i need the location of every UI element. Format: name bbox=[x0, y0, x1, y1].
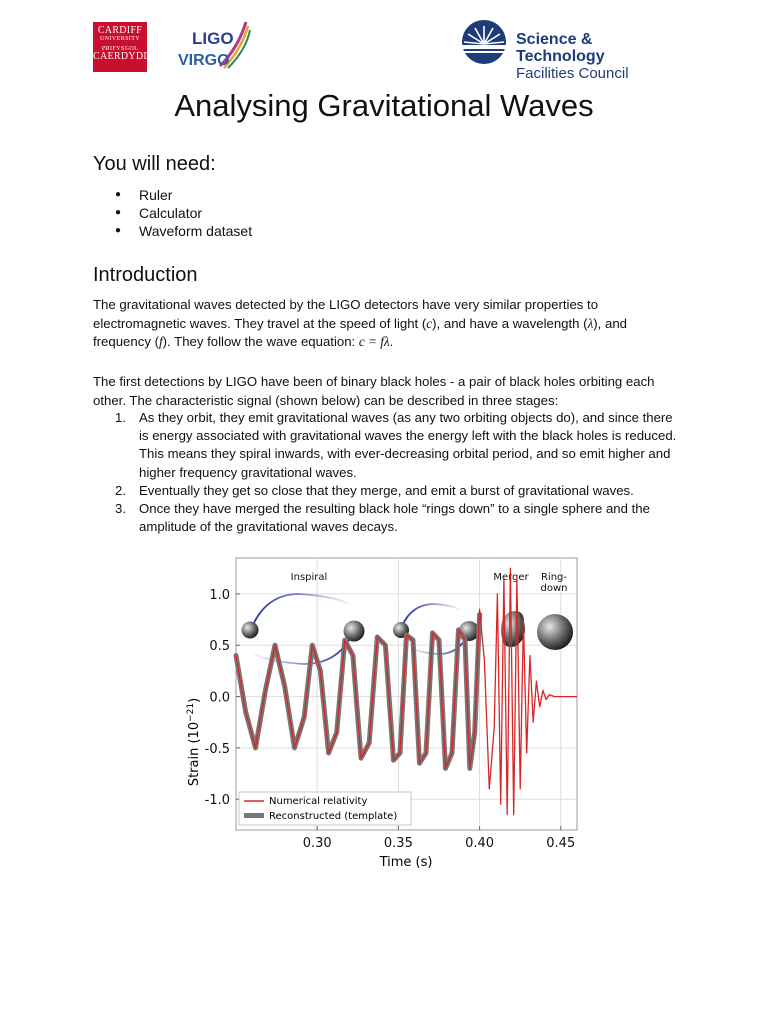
svg-text:LIGO: LIGO bbox=[192, 29, 234, 48]
y-tick-label: -1.0 bbox=[204, 793, 230, 809]
x-axis-label: Time (s) bbox=[379, 855, 433, 870]
logo-line: CARDIFF bbox=[97, 25, 143, 36]
list-item: ● Calculator bbox=[115, 204, 252, 222]
x-tick-label: 0.45 bbox=[546, 836, 576, 851]
list-item: 1. As they orbit, they emit gravitational waves (as any two orbiting objects do), and since there is energy associated with gravitational waves the energy left with the black holes is reduced. This means they spiral inwards, with ever-decreasing orbital period, and so emit higher and higher frequency gravitational waves. bbox=[115, 410, 677, 480]
logo-line: UNIVERSITY bbox=[100, 36, 140, 42]
logo-line: PRIFYSGOL bbox=[101, 46, 139, 52]
page-title: Analysing Gravitational Waves bbox=[174, 88, 594, 123]
you-will-need-heading: You will need: bbox=[93, 153, 216, 175]
stage-label-ringdown: Ring-down bbox=[540, 572, 568, 594]
logo-line: CAERDYDD bbox=[93, 51, 151, 62]
legend-label-template: Reconstructed (template) bbox=[269, 811, 398, 822]
wave-equation: c = fλ bbox=[358, 334, 390, 350]
intro-paragraph-1: The gravitational waves detected by the LIGO detectors have very similar properties to electromagnetic waves. They travel at the speed of light (c), and have a wavelength (λ), and frequency (f). They follow the wave equation: c = fλ. bbox=[93, 297, 628, 350]
x-tick-label: 0.40 bbox=[465, 836, 495, 851]
black-hole bbox=[242, 622, 259, 639]
stfc-line: Science & Technology bbox=[516, 31, 605, 65]
introduction-heading: Introduction bbox=[93, 264, 198, 286]
svg-text:VIRGO: VIRGO bbox=[178, 52, 230, 69]
x-tick-label: 0.30 bbox=[302, 836, 332, 851]
stfc-sun-icon bbox=[460, 20, 508, 66]
y-tick-label: 0.0 bbox=[209, 690, 230, 706]
needs-list bbox=[115, 186, 252, 240]
ligo-virgo-logo bbox=[176, 18, 252, 74]
list-item: 3. Once they have merged the resulting black hole “rings down” to a single sphere and the amplitude of the gravitational waves decays. bbox=[115, 501, 650, 535]
x-tick-label: 0.35 bbox=[383, 836, 413, 851]
gravitational-wave-chart bbox=[184, 552, 584, 872]
list-item: 2. Eventually they get so close that they merge, and emit a burst of gravitational waves. bbox=[115, 482, 634, 498]
final-black-hole bbox=[537, 614, 573, 650]
y-tick-label: -0.5 bbox=[204, 741, 230, 757]
y-tick-label: 1.0 bbox=[209, 587, 230, 603]
list-item: ● Ruler bbox=[115, 186, 252, 204]
intro-paragraph-2: The first detections by LIGO have been of binary black holes - a pair of black holes orbiting each other. The characteristic signal (shown below) can be described in three stages: bbox=[93, 374, 655, 408]
y-axis-label: Strain $(10^{-21})$ bbox=[186, 697, 202, 787]
stage-label-inspiral: Inspiral bbox=[290, 572, 328, 583]
legend-label-numerical: Numerical relativity bbox=[269, 796, 368, 807]
stage-label-merger: Merger bbox=[493, 572, 529, 583]
cardiff-university-logo bbox=[93, 22, 151, 72]
black-hole bbox=[344, 621, 365, 642]
legend-swatch-template bbox=[244, 813, 264, 818]
stfc-line: Facilities Council bbox=[516, 64, 629, 82]
list-item: ● Waveform dataset bbox=[115, 222, 252, 240]
y-tick-label: 0.5 bbox=[209, 639, 230, 655]
stages-list bbox=[93, 409, 683, 536]
stfc-logo bbox=[460, 20, 680, 82]
chart-legend bbox=[239, 792, 411, 825]
